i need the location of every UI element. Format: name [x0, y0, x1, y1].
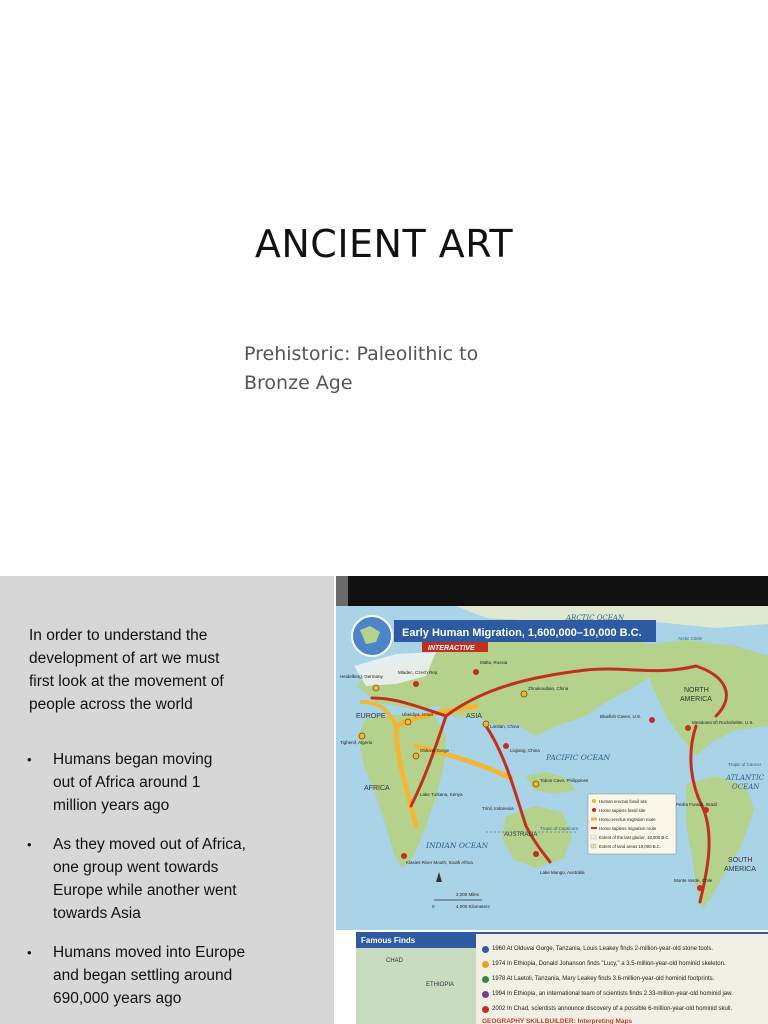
site-marker — [533, 851, 539, 857]
site-marker — [405, 719, 411, 725]
site-label: Bluefish Caves, U.S. — [600, 714, 642, 719]
site-marker — [413, 681, 419, 687]
bullet-line: 690,000 years ago — [53, 990, 182, 1007]
legend-item: Homo sapiens fossil site — [599, 808, 646, 813]
site-label: Monte Verde, Chile — [674, 878, 713, 883]
famous-find-text: 1994 In Ethiopia, an international team of scientists finds 2.33-million-year-old hominid jaw. — [492, 991, 733, 997]
site-marker — [473, 669, 479, 675]
bullet-item — [22, 748, 322, 817]
bullet-line: million years ago — [53, 797, 170, 814]
famous-finds-header: Famous Finds — [356, 934, 476, 948]
subtitle-line-1: Prehistoric: Paleolithic to — [244, 343, 479, 365]
bullet-line: and began settling around — [53, 967, 233, 984]
site-marker — [503, 743, 509, 749]
site-label: Tighenif, Algeria — [340, 740, 373, 745]
site-label: Olduvai Gorge — [420, 748, 450, 753]
find-marker-icon — [482, 1006, 489, 1013]
scale-kilometers: 4,000 Kilometers — [456, 904, 490, 909]
legend-item: Extent of land areas 18,000 B.C. — [599, 844, 662, 849]
legend-land-icon — [591, 844, 596, 848]
famous-find-item — [482, 974, 766, 989]
site-label: Klasies River Mouth, South Africa — [406, 860, 473, 865]
region-label-south-america-2: AMERICA — [724, 866, 756, 873]
famous-finds-box — [356, 932, 768, 1024]
find-marker-icon — [482, 961, 489, 968]
map-title: Early Human Migration, 1,600,000–10,000 B.C. — [402, 627, 642, 639]
legend-item: Homo sapiens migration route — [599, 826, 657, 831]
site-label: Meadowcroft Rockshelter, U.S. — [692, 720, 754, 725]
legend-sapiens-site-icon — [592, 808, 596, 812]
migration-slide — [0, 576, 768, 1024]
map-panel — [334, 576, 768, 1024]
bullet-icon: • — [27, 752, 32, 767]
site-label: Lake Turkana, Kenya — [420, 792, 463, 797]
famous-find-text: 1974 In Ethiopia, Donald Johanson finds "Lucy," a 3.5-million-year-old hominid skeleton. — [492, 961, 726, 967]
region-label-asia: ASIA — [466, 713, 482, 720]
site-marker — [685, 725, 691, 731]
bullet-line: one group went towards — [53, 859, 219, 876]
site-label: Heidelberg, Germany — [340, 674, 383, 679]
site-label: Ubeidiya, Israel — [402, 712, 434, 717]
ocean-label-pacific: PACIFIC OCEAN — [546, 753, 611, 762]
site-marker — [483, 721, 489, 727]
scale-zero: 0 — [432, 904, 435, 909]
site-marker — [533, 781, 539, 787]
tropic-of-capricorn-label: Tropic of Capricorn — [540, 826, 579, 831]
migration-map — [336, 606, 768, 930]
map-top-bar-edge — [336, 576, 348, 606]
region-label-south-america-1: SOUTH — [728, 857, 753, 864]
famous-find-item — [482, 959, 766, 974]
bullet-line: As they moved out of Africa, — [53, 836, 246, 853]
arctic-circle-label: Arctic Circle — [678, 636, 703, 641]
intro-line: development of art we must — [29, 650, 220, 667]
ocean-label-arctic: ARCTIC OCEAN — [566, 614, 625, 622]
region-label-north-america-2: AMERICA — [680, 696, 712, 703]
bullet-list — [22, 748, 322, 1024]
famous-find-text: 2002 In Chad, scientists announce discovery of a possible 6-million-year-old hominid skull. — [492, 1006, 733, 1012]
site-label: Trinil, Indonesia — [482, 806, 514, 811]
finds-label-ethiopia: ETHIOPIA — [426, 982, 455, 988]
famous-finds-map — [356, 934, 476, 1024]
find-marker-icon — [482, 991, 489, 998]
site-label: Malta, Russia — [480, 660, 508, 665]
region-label-europe: EUROPE — [356, 713, 386, 720]
bullet-line: Humans moved into Europe — [53, 944, 246, 961]
famous-find-text: 1960 At Olduvai Gorge, Tanzania, Louis Leakey finds 2-million-year-old stone tools. — [492, 946, 714, 952]
bullet-line: Europe while another went — [53, 882, 237, 899]
region-label-north-america-1: NORTH — [684, 687, 709, 694]
bullet-item — [22, 833, 322, 925]
region-label-australia: AUSTRALIA — [504, 832, 538, 838]
legend-erectus-site-icon — [592, 799, 596, 803]
legend-item: Human erectus fossil site — [599, 799, 648, 804]
site-marker — [359, 733, 365, 739]
region-label-africa: AFRICA — [364, 785, 390, 792]
finds-label-chad: CHAD — [386, 958, 404, 964]
site-marker — [649, 717, 655, 723]
interactive-badge-text: INTERACTIVE — [428, 645, 475, 652]
ocean-label-atlantic-1: ATLANTIC — [726, 774, 764, 782]
legend-item: Homo erectus migration route — [599, 817, 656, 822]
find-marker-icon — [482, 976, 489, 983]
text-panel — [0, 576, 334, 1024]
legend-glacier-icon — [591, 835, 596, 839]
famous-find-item — [482, 944, 766, 959]
site-marker — [703, 807, 709, 813]
site-label: Lantian, China — [490, 724, 520, 729]
site-marker — [521, 691, 527, 697]
site-marker — [697, 885, 703, 891]
famous-find-item — [482, 989, 766, 1004]
legend-item: Extent of the last glacier, 18,000 B.C. — [599, 835, 670, 840]
intro-line: people across the world — [29, 696, 193, 713]
intro-line: first look at the movement of — [29, 673, 224, 690]
map-top-bar — [336, 576, 768, 606]
bullet-line: out of Africa around 1 — [53, 774, 201, 791]
slide-subtitle — [244, 340, 544, 398]
site-label: Zhoukoudian, China — [528, 686, 569, 691]
site-label: Liujiang, China — [510, 748, 540, 753]
famous-find-item — [482, 1004, 766, 1019]
ocean-label-atlantic-2: OCEAN — [732, 783, 760, 791]
famous-finds-list — [482, 944, 766, 1019]
slide-title: ANCIENT ART — [254, 222, 514, 266]
scale-miles: 2,000 Miles — [456, 892, 480, 897]
subtitle-line-2: Bronze Age — [244, 372, 353, 394]
site-marker — [373, 685, 379, 691]
intro-line: In order to understand the — [29, 627, 208, 644]
find-marker-icon — [482, 946, 489, 953]
ocean-label-indian: INDIAN OCEAN — [426, 841, 489, 850]
site-label: Lake Mungo, Australia — [540, 870, 585, 875]
site-label: Mladec, Czech Rep. — [398, 670, 439, 675]
bullet-icon: • — [27, 837, 32, 852]
site-marker — [401, 853, 407, 859]
tropic-of-cancer-label: Tropic of Cancer — [728, 762, 762, 767]
site-label: Tabon Cave, Philippines — [540, 778, 589, 783]
intro-paragraph — [29, 624, 319, 716]
site-marker — [413, 753, 419, 759]
site-label: Pedra Furada, Brazil — [676, 802, 718, 807]
bullet-line: towards Asia — [53, 905, 141, 922]
bullet-item — [22, 941, 322, 1010]
bullet-line: Humans began moving — [53, 751, 213, 768]
bullet-icon: • — [27, 945, 32, 960]
geography-skillbuilder: GEOGRAPHY SKILLBUILDER: Interpreting Maps — [482, 1018, 633, 1024]
famous-find-text: 1978 At Laetoli, Tanzania, Mary Leakey finds 3.6-million-year-old hominid footprints. — [492, 976, 715, 982]
